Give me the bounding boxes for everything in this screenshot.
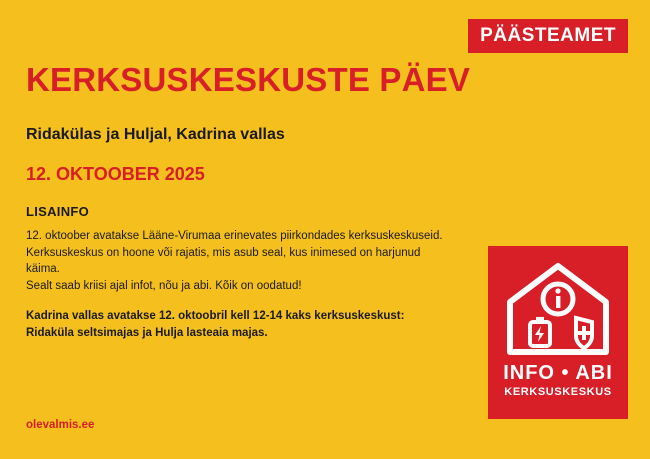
info-circle-icon (555, 288, 560, 293)
info-body (26, 228, 456, 295)
shield-cross-icon (576, 318, 592, 348)
highlight-note (26, 308, 456, 341)
footer-website-link[interactable]: olevalmis.ee (26, 419, 95, 431)
event-date: 12. OKTOOBER 2025 (26, 164, 205, 184)
subtitle: Ridakülas ja Huljal, Kadrina vallas (26, 126, 285, 143)
emblem-subtitle: KERKSUSKESKUS (504, 386, 612, 398)
agency-badge: PÄÄSTEAMET (468, 19, 628, 53)
info-body-line: Sealt saab kriisi ajal infot, nõu ja abi. Kõik on oodatud! (26, 280, 302, 293)
highlight-line: Kadrina vallas avatakse 12. oktoobril kell 12-14 kaks kerksuskeskust: (26, 310, 405, 322)
page-title: KERKSUSKESKUSTE PÄEV (26, 61, 471, 98)
info-body-line: Kerksuskeskus on hoone või rajatis, mis asub seal, kus inimesed on harjunud käima. (26, 246, 421, 276)
info-section-label: LISAINFO (26, 204, 90, 219)
house-icon (488, 252, 628, 362)
highlight-line: Ridaküla seltsimajas ja Hulja lasteaia majas. (26, 326, 268, 339)
info-body-line: 12. oktoober avatakse Lääne-Virumaa erinevates piirkondades kerksuskeskuseid. (26, 230, 443, 242)
emblem-title: INFO • ABI (503, 362, 613, 384)
battery-bolt-icon (530, 317, 550, 346)
kerksuskeskus-emblem (488, 246, 628, 419)
